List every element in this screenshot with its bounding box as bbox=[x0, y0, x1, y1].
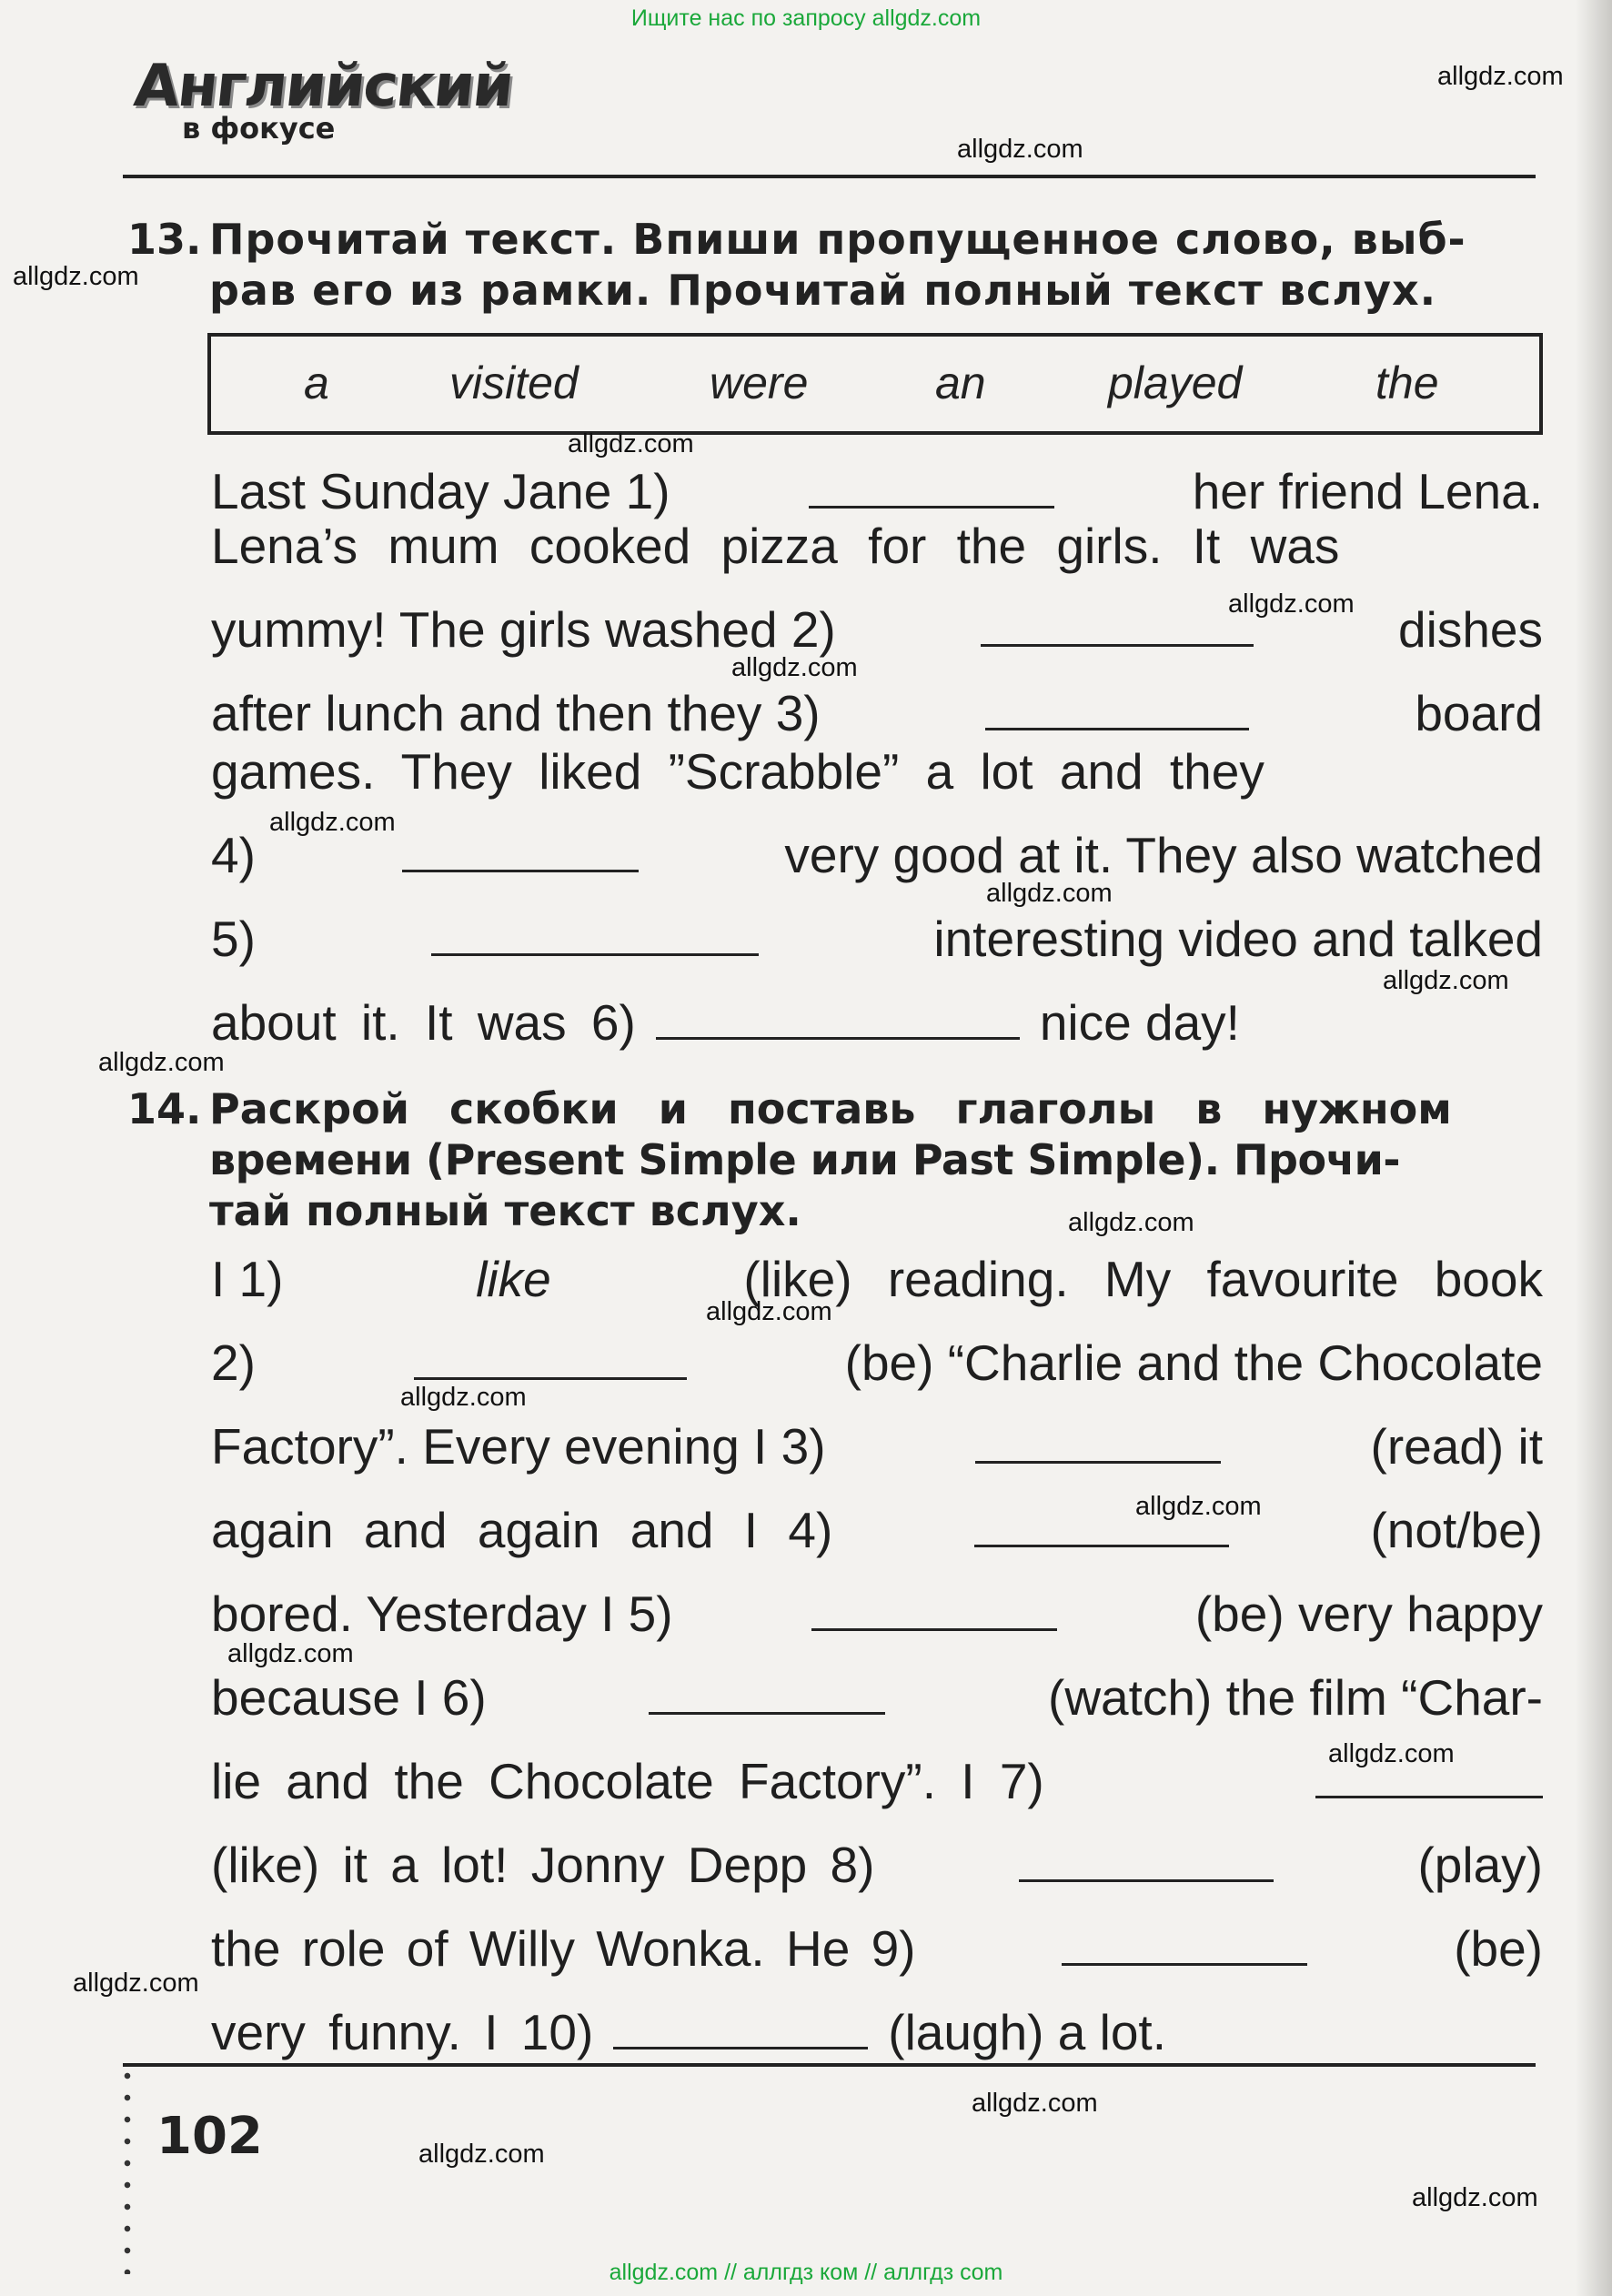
watermark[interactable]: allgdz.com bbox=[13, 262, 139, 291]
watermark[interactable]: allgdz.com bbox=[1068, 1208, 1194, 1237]
watermark[interactable]: allgdz.com bbox=[227, 1639, 354, 1668]
task-13-line: Lena’s mum cooked pizza for the girls. It was bbox=[211, 518, 1340, 574]
watermark[interactable]: allgdz.com bbox=[731, 653, 858, 682]
task-13-number: 13. bbox=[127, 215, 202, 264]
answer-blank[interactable] bbox=[809, 466, 1054, 509]
watermark[interactable]: allgdz.com bbox=[972, 2089, 1098, 2118]
task-13-line: about it. It was 6) nice day! bbox=[211, 994, 1240, 1051]
task-13-instruction-line1: Прочитай текст. Впиши пропущенное слово, выб- bbox=[209, 215, 1466, 264]
task-14-number: 14. bbox=[127, 1084, 202, 1133]
task-13-line: Last Sunday Jane 1) her friend Lena. bbox=[211, 463, 1543, 519]
task-13-line: games. They liked ”Scrabble” a lot and they bbox=[211, 743, 1264, 800]
task-13-line: 5) interesting video and talked bbox=[211, 911, 1543, 967]
task-14-instruction-line1: Раскрой скобки и поставь глаголы в нужном bbox=[209, 1084, 1452, 1133]
watermark[interactable]: allgdz.com bbox=[986, 879, 1113, 908]
task-14-line: Factory”. Every evening I 3) (read) it bbox=[211, 1418, 1543, 1475]
word-box-item: an bbox=[935, 357, 986, 408]
task-14-instruction-line3: тай полный текст вслух. bbox=[209, 1186, 801, 1235]
watermark[interactable]: allgdz.com bbox=[1228, 589, 1355, 619]
answer-blank[interactable] bbox=[981, 604, 1254, 647]
answer-blank[interactable] bbox=[811, 1588, 1057, 1631]
watermark[interactable]: allgdz.com bbox=[1412, 2183, 1538, 2212]
task-14-line: 2) (be) “Charlie and the Chocolate bbox=[211, 1334, 1543, 1391]
task-14-line: the role of Willy Wonka. He 9) (be) bbox=[211, 1920, 1543, 1977]
book-logo-title: Английский bbox=[131, 53, 516, 120]
word-box-item: were bbox=[710, 357, 809, 408]
answer-blank[interactable] bbox=[1062, 1923, 1307, 1966]
watermark[interactable]: allgdz.com bbox=[1437, 62, 1564, 91]
watermark[interactable]: allgdz.com bbox=[400, 1383, 527, 1412]
word-box-item: the bbox=[1375, 357, 1439, 408]
answer-blank[interactable] bbox=[431, 913, 759, 956]
answer-blank[interactable] bbox=[985, 688, 1249, 730]
answer-blank[interactable] bbox=[649, 1672, 885, 1715]
task-13-instruction-line2: рав его из рамки. Прочитай полный текст вслух. bbox=[209, 266, 1437, 315]
task-14-line: again and again and I 4) (not/be) bbox=[211, 1502, 1543, 1558]
task-14-line: because I 6) (watch) the film “Char- bbox=[211, 1669, 1543, 1726]
header-rule bbox=[123, 175, 1536, 178]
watermark[interactable]: allgdz.com bbox=[98, 1048, 225, 1077]
book-logo-subtitle: в фокусе bbox=[182, 111, 336, 146]
answer-blank[interactable] bbox=[613, 2007, 868, 2049]
watermark[interactable]: allgdz.com bbox=[568, 429, 694, 458]
watermark[interactable]: allgdz.com bbox=[418, 2140, 545, 2169]
task-14-line: (like) it a lot! Jonny Depp 8) (play) bbox=[211, 1837, 1543, 1893]
watermark[interactable]: allgdz.com bbox=[73, 1969, 199, 1998]
task-13-line: after lunch and then they 3) board bbox=[211, 685, 1543, 741]
task-14-line: I 1) like (like) reading. My favourite book bbox=[211, 1251, 1543, 1307]
bottom-banner[interactable]: allgdz.com // аллгдз ком // аллгдз com bbox=[609, 2260, 1003, 2285]
watermark[interactable]: allgdz.com bbox=[1135, 1492, 1262, 1521]
task-14-line: bored. Yesterday I 5) (be) very happy bbox=[211, 1586, 1543, 1642]
watermark[interactable]: allgdz.com bbox=[269, 808, 396, 837]
watermark[interactable]: allgdz.com bbox=[957, 135, 1083, 164]
task-14-instruction-line2: времени (Present Simple или Past Simple). Прочи- bbox=[209, 1135, 1400, 1184]
task-13-line: 4) very good at it. They also watched bbox=[211, 827, 1543, 883]
task-14-line: very funny. I 10) (laugh) a lot. bbox=[211, 2004, 1166, 2060]
word-box bbox=[207, 333, 1543, 435]
top-banner[interactable]: Ищите нас по запросу allgdz.com bbox=[630, 5, 982, 31]
answer-blank[interactable] bbox=[414, 1337, 687, 1380]
watermark[interactable]: allgdz.com bbox=[1328, 1739, 1455, 1768]
watermark[interactable]: allgdz.com bbox=[1383, 966, 1509, 995]
answer-blank[interactable] bbox=[1019, 1839, 1274, 1882]
example-answer: like bbox=[476, 1251, 551, 1307]
word-box-item: a bbox=[304, 357, 329, 408]
task-14-line: lie and the Chocolate Factory”. I 7) bbox=[211, 1752, 1543, 1810]
answer-blank[interactable] bbox=[975, 1421, 1221, 1464]
task-13-line: yummy! The girls washed 2) dishes bbox=[211, 601, 1543, 658]
word-box-item: played bbox=[1108, 357, 1243, 408]
margin-dots bbox=[123, 2065, 132, 2274]
answer-blank[interactable] bbox=[402, 830, 639, 872]
page-fold-shadow bbox=[1576, 0, 1612, 2296]
watermark[interactable]: allgdz.com bbox=[706, 1297, 832, 1326]
answer-blank[interactable] bbox=[656, 997, 1020, 1040]
footer-rule bbox=[123, 2063, 1536, 2067]
page-number: 102 bbox=[156, 2107, 263, 2166]
word-box-item: visited bbox=[449, 357, 579, 408]
